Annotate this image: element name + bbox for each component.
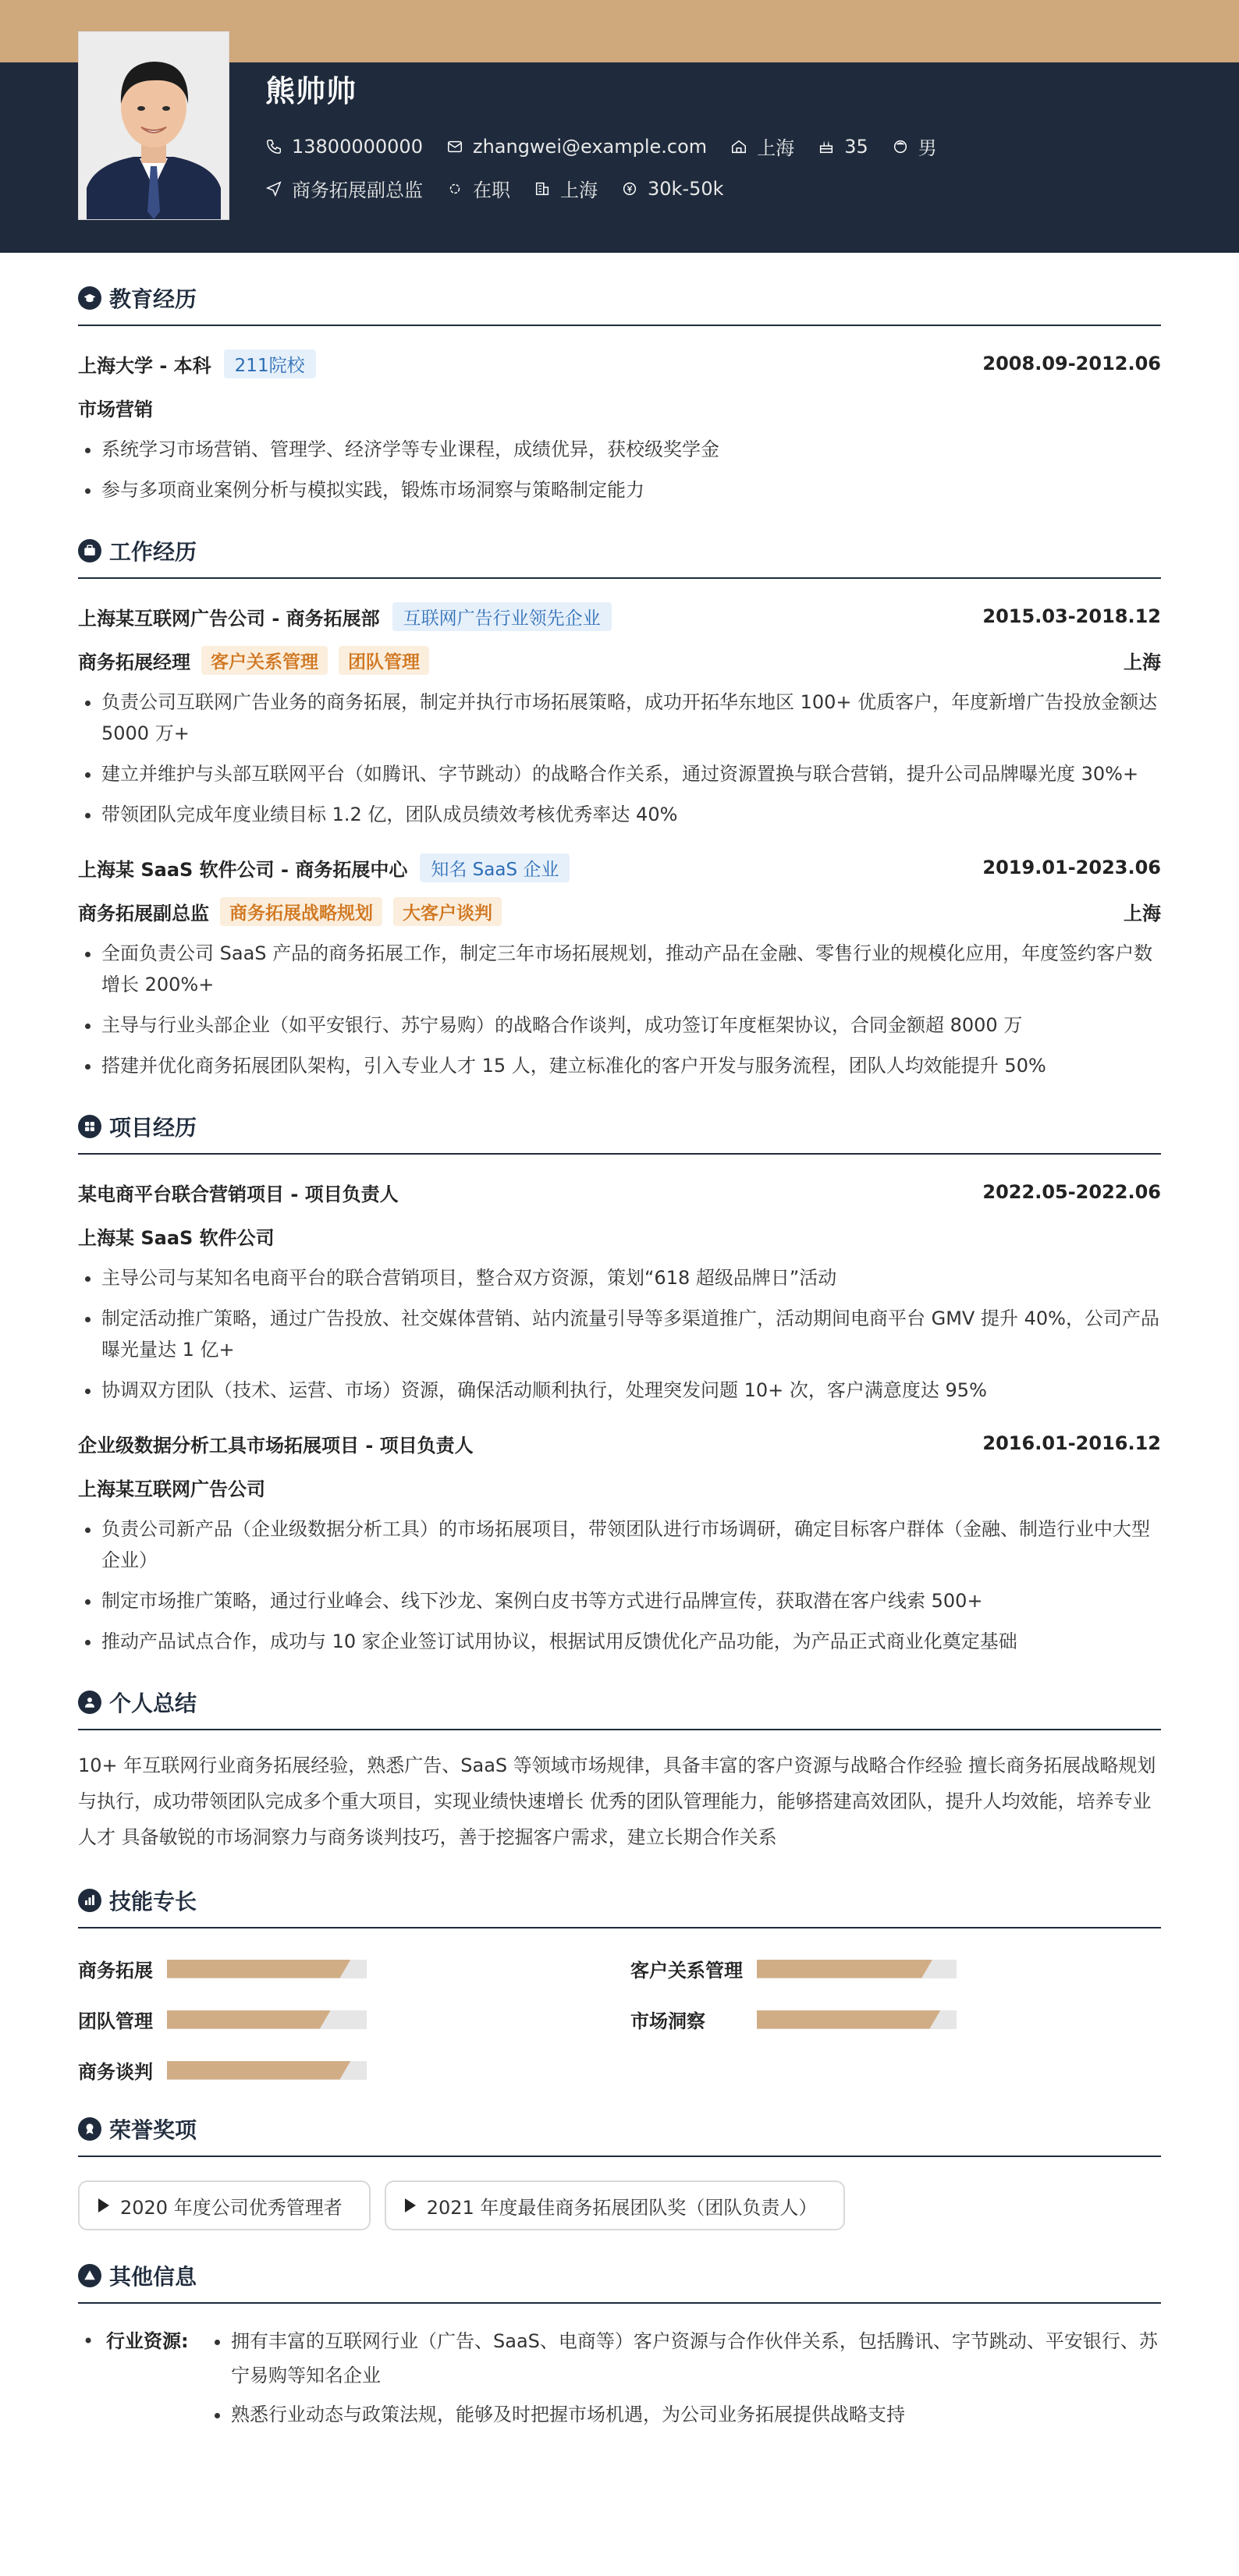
project-company: 上海某 SaaS 软件公司 [78,1226,275,1249]
email-info [446,136,707,158]
home-icon [730,138,747,155]
honors-list [78,2180,1161,2230]
skills-title-text: 技能专长 [109,1889,197,1914]
send-icon [265,180,282,197]
school-tag: 211院校 [224,349,316,378]
job-bullets [78,938,1161,1081]
age-icon [818,138,835,155]
skill-bar [757,1960,957,1978]
work-section [78,535,1161,1081]
contact-info-row [265,133,960,160]
company-name: 上海某 SaaS 软件公司 - 商务拓展中心 [78,858,408,881]
skill-bar-fill [757,1960,932,1978]
job-entry [78,601,1161,830]
skill-bar-fill [167,2010,331,2029]
skill-item [78,1955,630,1982]
job-location: 上海 [1124,651,1161,673]
honor-text: 2020 年度公司优秀管理者 [120,2196,343,2219]
other-section [78,2260,1161,2436]
project-company: 上海某互联网广告公司 [78,1478,265,1500]
other-title [78,2260,1161,2304]
industry-resources-row [78,2324,1161,2436]
skill-name: 市场洞察 [630,2010,705,2032]
list-item: • 带领团队完成年度业绩目标 1.2 亿，团队成员绩效考核优秀率达 40% [101,799,1161,830]
work-title-text: 工作经历 [109,539,197,565]
job-entry [78,852,1161,1081]
skill-bar-fill [167,2061,351,2080]
target-city-info [534,175,598,202]
project-bullets [78,1262,1161,1406]
list-item: • 推动产品试点合作，成功与 10 家企业签订试用协议，根据试用反馈优化产品功能，为产品正式商业化奠定基础 [101,1626,1161,1657]
industry-resources-list [208,2324,1161,2436]
phone-info [265,136,423,158]
honor-item [78,2180,371,2230]
phone-icon [265,138,282,155]
profile-photo [78,31,229,220]
skill-bar-fill [167,1960,351,1978]
skill-tag: 商务拓展战略规划 [220,897,382,926]
list-item: • 系统学习市场营销、管理学、经济学等专业课程，成绩优异，获校级奖学金 [101,434,1161,465]
target-position-info [265,175,423,202]
company-name: 上海某互联网广告公司 - 商务拓展部 [78,607,380,630]
job-role: 商务拓展经理 [78,651,190,673]
city-info [730,133,794,160]
job-info-row [265,175,747,202]
skill-bar [167,2010,367,2029]
summary-text: 10+ 年互联网行业商务拓展经验，熟悉广告、SaaS 等领域市场规律，具备丰富的客户资源与战略合作经验 擅长商务拓展战略规划与执行，成功带领团队完成多个重大项目，实现业绩快速增长 优秀的团队管理能力，能够搭建高效团队，提升人均效能，培养专业人才 具备敏锐的市场洞察力与商务谈判技巧，善于挖掘客户需求，建立长期合作关系 [78,1755,1156,1848]
job-bullets [78,687,1161,830]
skills-section [78,1885,1161,2084]
company-tag: 知名 SaaS 企业 [420,853,570,882]
skill-bar [757,2010,957,2029]
honors-title [78,2113,1161,2157]
projects-title [78,1111,1161,1155]
target-city-text: 上海 [560,179,598,201]
city-text: 上海 [757,137,795,159]
education-section [78,282,1161,506]
education-title [78,282,1161,326]
honors-section [78,2113,1161,2230]
salary-text: 30k-50k [648,177,724,200]
list-item: • 搭建并优化商务拓展团队架构，引入专业人才 15 人，建立标准化的客户开发与服务流程，团队人均效能提升 50% [101,1050,1161,1081]
skill-item [630,2006,1183,2033]
skill-item [78,2006,630,2033]
other-info [78,2324,1161,2436]
list-item: • 制定活动推广策略，通过广告投放、社交媒体营销、站内流量引导等多渠道推广，活动期间电商平台 GMV 提升 40%，公司产品曝光量达 1 亿+ [101,1303,1161,1365]
email-text: zhangwei@example.com [472,135,708,158]
skill-item [630,1955,1183,1982]
list-item: • 负责公司互联网广告业务的商务拓展，制定并执行市场拓展策略，成功开拓华东地区 100+ 优质客户，年度新增广告投放金额达 5000 万+ [101,687,1161,749]
triangle-right-icon [98,2198,109,2212]
list-item: • 制定市场推广策略，通过行业峰会、线下沙龙、案例白皮书等方式进行品牌宣传，获取潜在客户线索 500+ [101,1585,1161,1616]
status-icon [446,180,463,197]
projects-section [78,1111,1161,1657]
list-item: • 参与多项商业案例分析与模拟实践，锻炼市场洞察与策略制定能力 [101,474,1161,506]
major-name: 市场营销 [78,398,153,420]
list-item: • 负责公司新产品（企业级数据分析工具）的市场拓展项目，带领团队进行市场调研，确定目标客户群体（金融、制造行业中大型企业） [101,1513,1161,1576]
project-date: 2022.05-2022.06 [982,1181,1161,1203]
project-name: 企业级数据分析工具市场拓展项目 - 项目负责人 [78,1434,474,1457]
age-text: 35 [844,135,868,158]
skills-title [78,1885,1161,1928]
skill-name: 商务谈判 [78,2061,153,2083]
skill-tag: 团队管理 [339,646,429,675]
skill-tag: 大客户谈判 [393,897,502,926]
education-date: 2008.09-2012.06 [982,353,1161,374]
skill-name: 商务拓展 [78,1960,153,1982]
list-item: • 主导与行业头部企业（如平安银行、苏宁易购）的战略合作谈判，成功签订年度框架协议，合同金额超 8000 万 [101,1009,1161,1041]
summary-section [78,1687,1161,1855]
mail-icon [446,138,463,155]
school-name: 上海大学 - 本科 [78,354,211,377]
skill-name: 客户关系管理 [630,1960,743,1982]
projects-title-text: 项目经历 [109,1115,197,1141]
honors-title-text: 荣誉奖项 [109,2117,197,2143]
job-role: 商务拓展副总监 [78,902,209,924]
candidate-name: 熊帅帅 [265,74,357,108]
skill-item [78,2056,630,2084]
industry-resources-label: 行业资源: [106,2330,189,2352]
info-icon [78,2264,101,2287]
job-status-text: 在职 [473,179,510,201]
summary-title-text: 个人总结 [109,1691,197,1716]
job-location: 上海 [1124,902,1161,924]
summary-title [78,1687,1161,1730]
bullet-dot: • [83,2330,94,2352]
award-icon [78,2117,101,2141]
gender-info [892,133,937,160]
project-entry [78,1428,1161,1657]
grid-icon [78,1115,101,1138]
project-name: 某电商平台联合营销项目 - 项目负责人 [78,1183,399,1205]
project-date: 2016.01-2016.12 [982,1432,1161,1454]
building-icon [534,180,551,197]
other-title-text: 其他信息 [109,2264,197,2290]
salary-icon [621,180,638,197]
education-bullets [78,434,1161,506]
list-item: • 全面负责公司 SaaS 产品的商务拓展工作，制定三年市场拓展规划，推动产品在金融、零售行业的规模化应用，年度签约客户数增长 200%+ [101,938,1161,1000]
user-icon [78,1691,101,1714]
honor-text: 2021 年度最佳商务拓展团队奖（团队负责人） [426,2196,818,2219]
chart-icon [78,1889,101,1912]
gender-text: 男 [918,137,937,159]
target-position-text: 商务拓展副总监 [292,179,423,201]
list-item: • 建立并维护与头部互联网平台（如腾讯、字节跳动）的战略合作关系，通过资源置换与联合营销，提升公司品牌曝光度 30%+ [101,758,1161,789]
job-date: 2015.03-2018.12 [982,605,1161,627]
list-item: • 熟悉行业动态与政策法规，能够及时把握市场机遇，为公司业务拓展提供战略支持 [231,2397,1161,2432]
education-entry [78,348,1161,506]
age-info [818,136,868,158]
skill-tag: 客户关系管理 [201,646,328,675]
skill-bar [167,1960,367,1978]
phone-text: 13800000000 [292,135,423,158]
work-title [78,535,1161,579]
education-title-text: 教育经历 [109,286,197,312]
list-item: • 拥有丰富的互联网行业（广告、SaaS、电商等）客户资源与合作伙伴关系，包括腾讯、字节跳动、平安银行、苏宁易购等知名企业 [231,2324,1161,2393]
company-tag: 互联网广告行业领先企业 [392,602,612,631]
honor-item [385,2180,846,2230]
gender-icon [892,138,909,155]
skill-bar [167,2061,367,2080]
skills-grid [78,1955,1161,2084]
job-date: 2019.01-2023.06 [982,857,1161,878]
list-item: • 协调双方团队（技术、运营、市场）资源，确保活动顺利执行，处理突发问题 10+ 次，客户满意度达 95% [101,1375,1161,1406]
resume-header [0,62,1239,253]
job-status-info [446,175,510,202]
salary-info [621,178,724,200]
triangle-right-icon [405,2198,416,2212]
skill-bar-fill [757,2010,941,2029]
graduation-cap-icon [78,286,101,310]
briefcase-icon [78,539,101,562]
list-item: • 主导公司与某知名电商平台的联合营销项目，整合双方资源，策划“618 超级品牌日”活动 [101,1262,1161,1293]
project-entry [78,1176,1161,1406]
resume-content [0,282,1239,2436]
project-bullets [78,1513,1161,1657]
skill-name: 团队管理 [78,2010,153,2032]
